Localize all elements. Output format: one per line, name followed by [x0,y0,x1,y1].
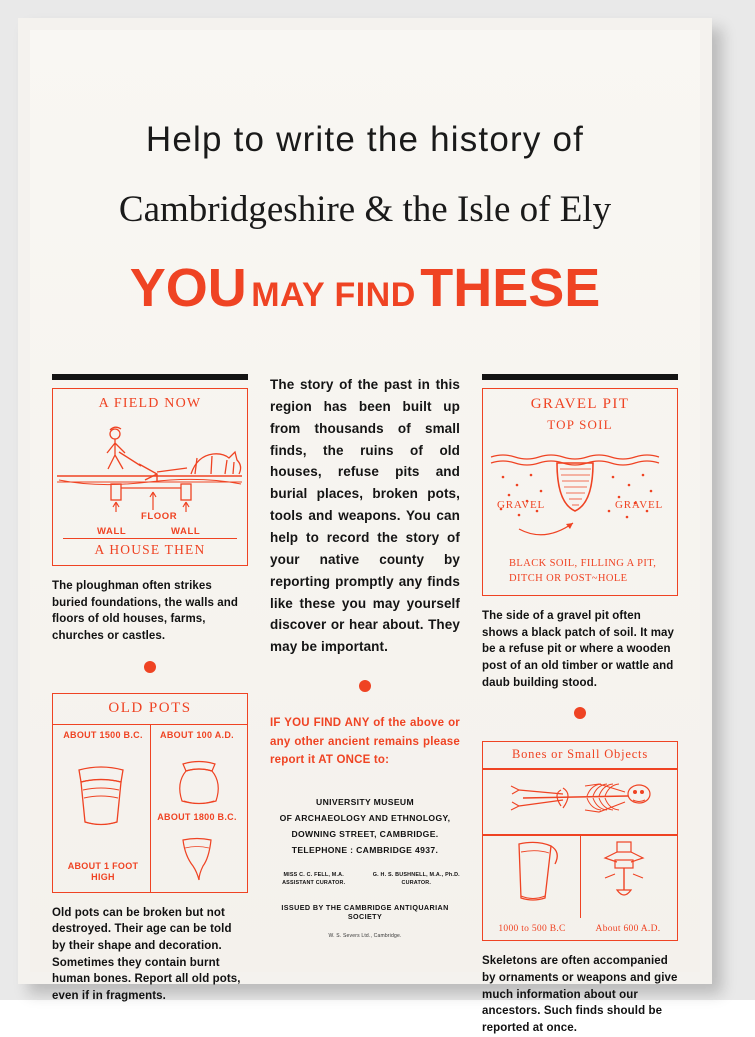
label-wall-right: WALL [171,526,201,537]
pot-beaker-illustration [157,836,241,882]
gravel-label-right: GRAVEL [615,499,663,511]
headline-primary: Help to write the history of [145,120,585,159]
pots-box-title: OLD POTS [108,699,192,716]
field-now-house-then-illustration [52,388,248,566]
gravel-caption: The side of a gravel pit often shows a black patch of soil. It may be a refuse pit or where a wooden post of an old timber or wattle and daub building stood. [482,610,675,689]
curator-credits [270,871,460,887]
pots-v-divider [150,724,151,892]
label-wall-left: WALL [97,526,127,537]
gravel-pit-illustration [482,388,678,596]
field-box-title-top: A FIELD NOW [98,396,202,411]
issued-by-line: ISSUED BY THE CAMBRIDGE ANTIQUARIAN SOCIETY [281,903,449,922]
address-line-1: UNIVERSITY MUSEUM [316,797,414,808]
gravel-label-left: GRAVEL [497,499,545,511]
gravel-box-subtitle: TOP SOIL [547,417,613,432]
pots-caption: Old pots can be broken but not destroyed. Their age can be told by their shape and decoration. Sometimes they contain burnt human bones. Report all old pots, even if in fragments. [52,906,241,1003]
address-line-4: TELEPHONE : CAMBRIDGE 4937. [291,845,439,856]
field-box-divider [63,538,237,539]
pot-label-top-right: ABOUT 100 A.D. [160,729,234,740]
right-column-rule [482,374,678,380]
middle-column-dot [359,680,371,692]
bones-label-right: About 600 A.D. [595,924,661,935]
left-column [52,374,248,1003]
old-pots-illustration [52,693,248,893]
credit-curator: G. H. S. BUSHNELL, M.A., Ph.D. CURATOR. [372,871,460,887]
pot-roman-illustration [155,756,243,808]
credit-assistant-curator: MISS C. C. FELL, M.A. ASSISTANT CURATOR. [282,871,346,887]
bones-label-left: 1000 to 500 B.C [498,924,566,935]
gravel-box-title: GRAVEL PIT [530,396,630,412]
pot-label-top-left: ABOUT 1500 B.C. [63,729,143,740]
middle-column [270,374,460,954]
poster-content [52,48,678,1035]
bronze-vessel-illustration [489,838,579,908]
address-line-3: DOWNING STREET, CAMBRIDGE. [291,829,439,840]
call-to-action-text: IF YOU FIND ANY of the above or any other ancient remains please report it AT ONCE to: [270,717,460,766]
bones-small-objects-illustration [482,741,678,941]
bones-box-title: Bones or Small Objects [512,747,648,762]
skeleton-illustration [483,770,676,832]
pot-label-bottom-left: ABOUT 1 FOOT HIGH [67,861,139,883]
saxon-brooch-illustration [581,838,671,908]
pot-label-mid-right: ABOUT 1800 B.C. [157,811,237,822]
address-line-2: OF ARCHAEOLOGY AND ETHNOLOGY, [279,813,451,824]
museum-address [270,795,460,859]
headline-tertiary [52,257,678,319]
right-column [482,374,678,1035]
headline-you: YOU [129,258,247,318]
left-column-rule [52,374,248,380]
right-column-dot [574,707,586,719]
poster-paper [30,30,700,1035]
field-caption: The ploughman often strikes buried foundations, the walls and floors of old houses, farms, churches or castles. [52,580,239,643]
label-floor: FLOOR [141,511,178,522]
pot-bronze-age-illustration [57,758,145,832]
left-column-dot [144,661,156,673]
bones-caption: Skeletons are often accompanied by ornaments or weapons and give much information about our ancestors. Such finds should be reported at once. [482,955,678,1035]
gravel-box-caption: BLACK SOIL, FILLING A PIT, DITCH OR POST~HOLE [509,557,657,584]
headline-secondary: Cambridgeshire & the Isle of Ely [118,189,612,230]
headline-mayfind: MAY FIND [251,276,416,314]
poster-board [18,18,712,1035]
poster-columns [52,374,678,1035]
field-box-title-bottom: A HOUSE THEN [94,542,206,557]
intro-body-text: The story of the past in this region has been built up from thousands of small finds, the ruins of old houses, refuse pits and burial places, broken pots, tools and weapons. You can help to record the story of your native county by reporting promptly any finds like these you may yourself discover or hear about. They may be important. [270,377,460,655]
printer-imprint: W. S. Severs Ltd., Cambridge. [328,933,402,940]
headline-these: THESE [420,258,601,318]
